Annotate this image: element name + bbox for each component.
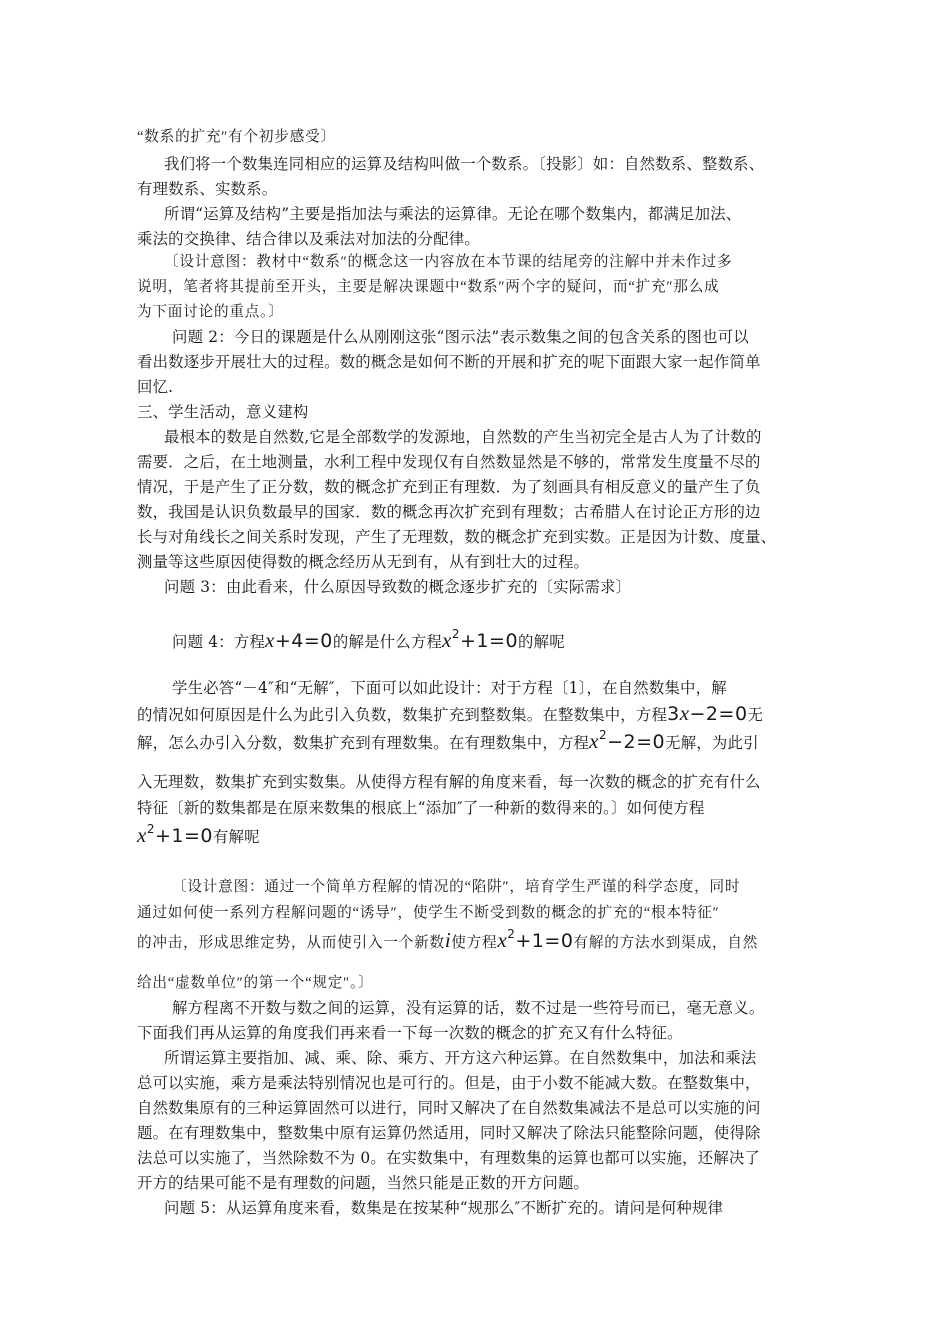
equation-x2-plus-1: $x^2+1=0$	[137, 822, 213, 847]
equation-x2-plus-1: $x^2+1=0$	[442, 627, 519, 652]
question-4-line	[172, 627, 565, 652]
text-line: 自然数集原有的三种运算固然可以进行，同时又解决了在自然数集减法不是总可以实施的问	[137, 1099, 761, 1117]
text-line: 问题 3：由此看来，什么原因导致数的概念逐步扩充的〔实际需求〕	[164, 578, 632, 596]
text-line: 回忆.	[137, 378, 174, 396]
text-line: 题。在有理数集中，整数集中原有运算仍然适用，同时又解决了除法只能整除问题，使得除	[137, 1124, 761, 1142]
text-line: 特征〔新的数集都是在原来数集的根底上“添加″了一种新的数得来的。〕如何使方程	[137, 799, 705, 817]
text-line: 长与对角线长之间关系时发现，产生了无理数，数的概念扩充到实数。正是因为计数、度量、	[137, 528, 777, 546]
text-line: 数，我国是认识负数最早的国家．数的概念再次扩充到有理数；古希腊人在讨论正方形的边	[137, 503, 761, 521]
equation-x-plus-4: x+4=0	[265, 628, 333, 652]
equation-3x-minus-2: 3x−2=0	[667, 701, 748, 725]
equation-x2-minus-2: $x^2-2=0$	[589, 728, 666, 753]
text-line: 所谓“运算及结构”主要是指加法与乘法的运算律。无论在哪个数集内，都满足加法、	[164, 205, 742, 223]
design-note-line-with-equation: 的冲击，形成思维定势，从而使引入一个新数i使方程$x^2+1=0$有解的方法水到渠成，自然	[137, 927, 759, 952]
design-note-line: 〔设计意图：教材中“数系″的概念这一内容放在本节课的结尾旁的注解中并未作过多	[164, 254, 733, 270]
text-line: 下面我们再从运算的角度我们再来看一下每一次数的概念的扩充又有什么特征。	[137, 1024, 683, 1042]
text-line: 情况，于是产生了正分数，数的概念扩充到正有理数．为了刻画具有相反意义的量产生了负	[137, 478, 761, 496]
equation-x2-plus-1: $x^2+1=0$	[497, 927, 574, 952]
text-line: “数系的扩充″有个初步感受〕	[137, 129, 336, 145]
text-line: 所谓运算主要指加、减、乘、除、乘方、开方这六种运算。在自然数集中，加法和乘法	[164, 1049, 757, 1067]
design-note-line: 说明，笔者将其提前至开头，主要是解决课题中“数系″两个字的疑问，而“扩充″那么成	[137, 279, 720, 295]
text-line: 总可以实施，乘方是乘法特别情况也是可行的。但是，由于小数不能减大数。在整数集中，	[137, 1074, 761, 1092]
section-heading: 三、学生活动，意义建构	[137, 403, 309, 421]
text-line: 问题 5：从运算角度来看，数集是在按某种“规那么″不断扩充的。请问是何种规律	[164, 1199, 724, 1217]
text-line-with-equation: $x^2+1=0$有解呢	[137, 822, 260, 847]
text-line: 乘法的交换律、结合律以及乘法对加法的分配律。	[137, 230, 480, 248]
q4-text-b: 的解是什么方程	[332, 633, 443, 651]
text-line: 解方程离不开数与数之间的运算，没有运算的话，数不过是一些符号而已，毫无意义。	[172, 999, 765, 1017]
text-line: 有理数系、实数系。	[137, 180, 278, 198]
text-line: 开方的结果可能不是有理数的问题，当然只能是正数的开方问题。	[137, 1174, 590, 1192]
text-line: 最根本的数是自然数,它是全部数学的发源地，自然数的产生当初完全是古人为了计数的	[164, 428, 762, 446]
text-line: 学生必答“－4″和“无解″，下面可以如此设计：对于方程〔1〕，在自然数集中，解	[172, 679, 727, 697]
text-line-with-equation: 解，怎么办引入分数，数集扩充到有理数集。在有理数集中，方程$x^2-2=0$无解，为此引	[137, 728, 759, 753]
imaginary-unit-i: i	[444, 928, 452, 952]
text-line: 需要．之后，在土地测量，水利工程中发现仅有自然数显然是不够的，常常发生度量不尽的	[137, 453, 761, 471]
q4-text-a: 问题 4：方程	[172, 633, 266, 651]
design-note-line: 为下面讨论的重点。〕	[137, 304, 284, 320]
design-note-line: 通过如何使一系列方程解问题的“诱导″，使学生不断受到数的概念的扩充的“根本特征″	[137, 905, 720, 921]
text-line: 法总可以实施了，当然除数不为 0。在实数集中，有理数集的运算也都可以实施，还解决了	[137, 1149, 761, 1167]
text-line: 我们将一个数集连同相应的运算及结构叫做一个数系。〔投影〕如：自然数系、整数系、	[164, 155, 765, 173]
design-note-line: 给出“虚数单位″的第一个“规定″。〕	[137, 975, 374, 991]
text-line: 看出数逐步开展壮大的过程。数的概念是如何不断的开展和扩充的呢下面跟大家一起作简单	[137, 353, 761, 371]
text-line: 测量等这些原因使得数的概念经历从无到有，从有到壮大的过程。	[137, 553, 590, 571]
text-line-with-equation: 的情况如何原因是什么为此引入负数，数集扩充到整数集。在整数集中，方程3x−2=0无	[137, 701, 764, 725]
text-line: 入无理数，数集扩充到实数集。从使得方程有解的角度来看，每一次数的概念的扩充有什么	[137, 773, 761, 791]
q4-text-c: 的解呢	[518, 633, 565, 651]
text-line: 问题 2：今日的课题是什么从刚刚这张“图示法”表示数集之间的包含关系的图也可以	[172, 328, 749, 346]
design-note-line: 〔设计意图：通过一个简单方程解的情况的“陷阱″，培育学生严谨的科学态度，同时	[172, 879, 741, 895]
